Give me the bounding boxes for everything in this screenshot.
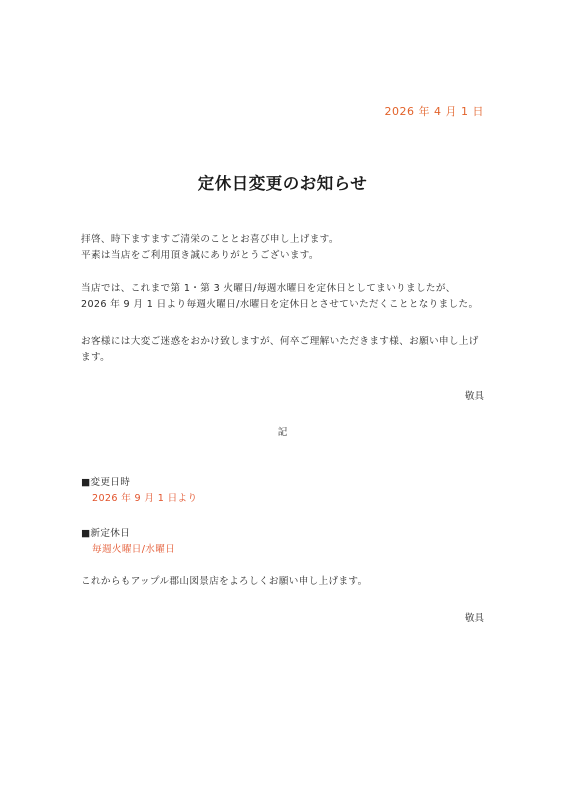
announcement-line-2: 2026 年 9 月 1 日より毎週火曜日/水曜日を定休日とさせていただくこととなりました。 xyxy=(81,299,479,310)
new-holiday-heading: ■新定休日 xyxy=(81,528,131,539)
page-title: 定休日変更のお知らせ xyxy=(197,174,368,193)
apology-line-2: ます。 xyxy=(81,352,111,363)
closing-keigu-1: 敬具 xyxy=(464,391,484,402)
greeting-line-2: 平素は当店をご利用頂き誠にありがとうございます。 xyxy=(81,250,319,261)
apology-line-1: お客様には大変ご迷惑をおかけ致しますが、何卒ご理解いただきます様、お願い申し上げ xyxy=(81,336,479,347)
change-date-value: 2026 年 9 月 1 日より xyxy=(92,493,198,504)
document-date: 2026 年 4 月 1 日 xyxy=(384,105,484,118)
greeting-line-1: 拝啓、時下ますますご清栄のこととお喜び申し上げます。 xyxy=(81,234,339,245)
closing-keigu-2: 敬具 xyxy=(464,613,484,624)
final-message: これからもアップル郡山図景店をよろしくお願い申し上げます。 xyxy=(81,576,368,587)
change-date-heading: ■変更日時 xyxy=(81,477,131,488)
ki-mark: 記 xyxy=(277,427,288,438)
announcement-line-1: 当店では、これまで第 1・第 3 火曜日/毎週水曜日を定休日としてまいりましたが、 xyxy=(81,283,456,294)
new-holiday-value: 毎週火曜日/水曜日 xyxy=(92,544,176,555)
